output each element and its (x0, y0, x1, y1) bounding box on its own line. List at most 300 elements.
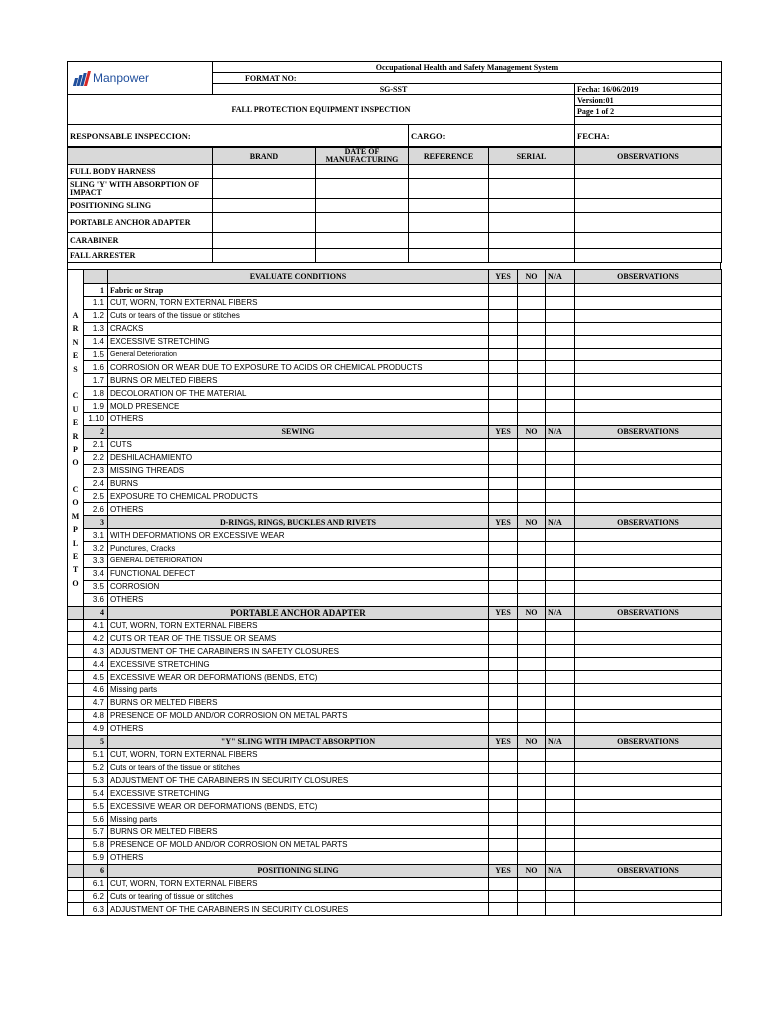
yes-checkbox-cell[interactable] (489, 555, 518, 568)
item-number: 2.5 (84, 490, 108, 503)
serial-cell[interactable] (489, 165, 575, 179)
observations-cell[interactable] (575, 297, 722, 310)
na-checkbox-cell[interactable] (546, 503, 575, 516)
yes-checkbox-cell[interactable] (489, 348, 518, 361)
na-checkbox-cell[interactable] (546, 825, 575, 838)
na-checkbox-cell[interactable] (546, 348, 575, 361)
observations-cell[interactable] (575, 464, 722, 477)
observations-cell[interactable] (575, 413, 722, 426)
date-cell[interactable] (316, 199, 409, 213)
observations-cell[interactable] (575, 787, 722, 800)
observations-cell[interactable] (575, 838, 722, 851)
no-checkbox-cell[interactable] (518, 696, 546, 709)
vertical-label-letter: U (72, 404, 79, 414)
list-item: DECOLORATION OF THE MATERIAL (108, 387, 489, 400)
observations-cell[interactable] (575, 774, 722, 787)
list-item: ADJUSTMENT OF THE CARABINERS IN SAFETY CLOSURES (108, 645, 489, 658)
vertical-label-letter: C (72, 391, 79, 401)
list-item: CUT, WORN, TORN EXTERNAL FIBERS (108, 748, 489, 761)
observations-cell[interactable] (575, 490, 722, 503)
list-item: EXCESSIVE STRETCHING (108, 787, 489, 800)
no-checkbox-cell[interactable] (518, 413, 546, 426)
item-number: 6.3 (84, 903, 108, 916)
observations-cell[interactable] (575, 400, 722, 413)
vertical-label-letter: S (73, 364, 78, 374)
yes-checkbox-cell[interactable] (489, 813, 518, 826)
yes-checkbox-cell[interactable] (489, 374, 518, 387)
no-checkbox-cell[interactable] (518, 477, 546, 490)
no-checkbox-cell[interactable] (518, 490, 546, 503)
vertical-label-letter: P (73, 525, 78, 535)
na-checkbox-cell[interactable] (546, 593, 575, 606)
na-checkbox-cell[interactable] (546, 761, 575, 774)
observations-cell[interactable] (575, 438, 722, 451)
yes-checkbox-cell[interactable] (489, 503, 518, 516)
observations-cell[interactable] (575, 387, 722, 400)
list-item: EXCESSIVE STRETCHING (108, 335, 489, 348)
na-checkbox-cell[interactable] (546, 387, 575, 400)
version-value: Version:01 (575, 95, 722, 106)
yes-checkbox-cell[interactable] (489, 761, 518, 774)
na-checkbox-cell[interactable] (546, 722, 575, 735)
col-observations: OBSERVATIONS (575, 606, 722, 619)
reference-cell[interactable] (409, 165, 489, 179)
form-header (67, 61, 722, 147)
item-number: 3.5 (84, 580, 108, 593)
brand-cell[interactable] (213, 165, 316, 179)
observations-cell[interactable] (575, 233, 722, 249)
no-checkbox-cell[interactable] (518, 387, 546, 400)
na-checkbox-cell[interactable] (546, 645, 575, 658)
item-number: 5.3 (84, 774, 108, 787)
yes-checkbox-cell[interactable] (489, 825, 518, 838)
na-checkbox-cell[interactable] (546, 529, 575, 542)
observations-cell[interactable] (575, 645, 722, 658)
yes-checkbox-cell[interactable] (489, 800, 518, 813)
list-item: OTHERS (108, 851, 489, 864)
section-title: Fabric or Strap (108, 284, 489, 297)
observations-cell[interactable] (575, 555, 722, 568)
no-checkbox-cell[interactable] (518, 722, 546, 735)
na-checkbox-cell[interactable] (546, 335, 575, 348)
item-number: 1.4 (84, 335, 108, 348)
yes-checkbox-cell[interactable] (489, 632, 518, 645)
list-item: ADJUSTMENT OF THE CARABINERS IN SECURITY CLOSURES (108, 774, 489, 787)
na-checkbox-cell[interactable] (546, 632, 575, 645)
no-checkbox-cell[interactable] (518, 761, 546, 774)
list-item: CUT, WORN, TORN EXTERNAL FIBERS (108, 297, 489, 310)
yes-checkbox-cell[interactable] (489, 464, 518, 477)
yes-checkbox-cell[interactable] (489, 297, 518, 310)
fecha-value: Fecha: 16/06/2019 (575, 84, 722, 95)
observations-cell[interactable] (575, 696, 722, 709)
observations-cell[interactable] (575, 761, 722, 774)
yes-checkbox-cell[interactable] (489, 684, 518, 697)
list-item: OTHERS (108, 413, 489, 426)
na-checkbox-cell[interactable] (546, 297, 575, 310)
yes-checkbox-cell[interactable] (489, 529, 518, 542)
item-number: 4.4 (84, 658, 108, 671)
no-checkbox-cell[interactable] (518, 825, 546, 838)
list-item: BURNS (108, 477, 489, 490)
observations-cell[interactable] (575, 903, 722, 916)
observations-cell[interactable] (575, 542, 722, 555)
no-checkbox-cell[interactable] (518, 361, 546, 374)
na-checkbox-cell[interactable] (546, 774, 575, 787)
observations-cell[interactable] (575, 748, 722, 761)
vertical-label-letter: O (72, 458, 79, 468)
observations-cell[interactable] (575, 477, 722, 490)
col-observations: OBSERVATIONS (575, 516, 722, 529)
list-item: CORROSION (108, 580, 489, 593)
yes-checkbox-cell[interactable] (489, 567, 518, 580)
observations-cell[interactable] (575, 567, 722, 580)
vertical-label-letter (70, 471, 81, 484)
item-number: 6.2 (84, 890, 108, 903)
no-checkbox-cell[interactable] (518, 709, 546, 722)
no-checkbox-cell[interactable] (518, 451, 546, 464)
yes-checkbox-cell[interactable] (489, 877, 518, 890)
na-checkbox-cell[interactable] (546, 851, 575, 864)
reference-cell[interactable] (409, 249, 489, 263)
list-item: Missing parts (108, 813, 489, 826)
brand-cell[interactable] (213, 249, 316, 263)
no-checkbox-cell[interactable] (518, 309, 546, 322)
no-checkbox-cell[interactable] (518, 322, 546, 335)
col-no: NO (518, 606, 546, 619)
date-cell[interactable] (316, 179, 409, 199)
na-checkbox-cell[interactable] (546, 619, 575, 632)
na-checkbox-cell[interactable] (546, 800, 575, 813)
list-item: Cuts or tears of the tissue or stitches (108, 309, 489, 322)
serial-cell[interactable] (489, 233, 575, 249)
yes-checkbox-cell[interactable] (489, 619, 518, 632)
item-number: 2.4 (84, 477, 108, 490)
yes-checkbox-cell[interactable] (489, 451, 518, 464)
col-yes: YES (489, 864, 518, 877)
observations-cell[interactable] (575, 335, 722, 348)
list-item: Missing parts (108, 684, 489, 697)
observations-cell[interactable] (575, 374, 722, 387)
col-observations: OBSERVATIONS (575, 148, 722, 165)
na-checkbox-cell[interactable] (546, 580, 575, 593)
section-number: 1 (84, 284, 108, 297)
section-number: 5 (84, 735, 108, 748)
observations-cell[interactable] (575, 309, 722, 322)
no-checkbox-cell[interactable] (518, 438, 546, 451)
item-number: 3.6 (84, 593, 108, 606)
yes-checkbox-cell[interactable] (489, 438, 518, 451)
no-checkbox-cell[interactable] (518, 297, 546, 310)
no-checkbox-cell[interactable] (518, 529, 546, 542)
na-checkbox-cell[interactable] (546, 567, 575, 580)
observations-cell[interactable] (575, 800, 722, 813)
item-number: 1.2 (84, 309, 108, 322)
na-checkbox-cell[interactable] (546, 464, 575, 477)
list-item: MISSING THREADS (108, 464, 489, 477)
no-checkbox-cell[interactable] (518, 619, 546, 632)
section-number: 6 (84, 864, 108, 877)
no-checkbox-cell[interactable] (518, 800, 546, 813)
yes-checkbox-cell[interactable] (489, 387, 518, 400)
observations-cell[interactable] (575, 503, 722, 516)
brand-cell[interactable] (213, 179, 316, 199)
observations-cell[interactable] (575, 684, 722, 697)
col-no: NO (518, 864, 546, 877)
date-cell[interactable] (316, 165, 409, 179)
item-number: 3.4 (84, 567, 108, 580)
observations-cell[interactable] (575, 593, 722, 606)
no-checkbox-cell[interactable] (518, 400, 546, 413)
list-item: DESHILACHAMIENTO (108, 451, 489, 464)
na-checkbox-cell[interactable] (546, 877, 575, 890)
na-checkbox-cell[interactable] (546, 696, 575, 709)
na-checkbox-cell[interactable] (546, 451, 575, 464)
list-item: EXCESSIVE WEAR OR DEFORMATIONS (BENDS, ETC) (108, 671, 489, 684)
item-number: 1.5 (84, 348, 108, 361)
list-item: CUTS (108, 438, 489, 451)
item-number: 4.6 (84, 684, 108, 697)
item-number: 5.2 (84, 761, 108, 774)
no-checkbox-cell[interactable] (518, 335, 546, 348)
observations-cell[interactable] (575, 165, 722, 179)
section-title: PORTABLE ANCHOR ADAPTER (108, 606, 489, 619)
brand-cell[interactable] (213, 199, 316, 213)
item-number: 1.1 (84, 297, 108, 310)
no-checkbox-cell[interactable] (518, 684, 546, 697)
item-number: 4.1 (84, 619, 108, 632)
form-title: FALL PROTECTION EQUIPMENT INSPECTION (68, 95, 575, 125)
list-item: FUNCTIONAL DEFECT (108, 567, 489, 580)
date-cell[interactable] (316, 213, 409, 233)
observations-cell[interactable] (575, 671, 722, 684)
observations-cell[interactable] (575, 813, 722, 826)
list-item: Cuts or tearing of tissue or stitches (108, 890, 489, 903)
na-checkbox-cell[interactable] (546, 555, 575, 568)
reference-cell[interactable] (409, 213, 489, 233)
vertical-label-letter: T (72, 565, 79, 575)
section-title: D-RINGS, RINGS, BUCKLES AND RIVETS (108, 516, 489, 529)
col-reference: REFERENCE (409, 148, 489, 165)
na-checkbox-cell[interactable] (546, 361, 575, 374)
no-checkbox-cell[interactable] (518, 774, 546, 787)
no-checkbox-cell[interactable] (518, 671, 546, 684)
yes-checkbox-cell[interactable] (489, 335, 518, 348)
no-checkbox-cell[interactable] (518, 890, 546, 903)
na-checkbox-cell[interactable] (546, 322, 575, 335)
na-checkbox-cell[interactable] (546, 787, 575, 800)
vertical-label-letter: E (72, 552, 79, 562)
list-item: PRESENCE OF MOLD AND/OR CORROSION ON METAL PARTS (108, 709, 489, 722)
vertical-label-letter: E (72, 418, 79, 428)
vertical-label-letter: N (72, 337, 79, 347)
observations-cell[interactable] (575, 529, 722, 542)
observations-cell[interactable] (575, 213, 722, 233)
item-number: 5.6 (84, 813, 108, 826)
yes-checkbox-cell[interactable] (489, 490, 518, 503)
yes-checkbox-cell[interactable] (489, 400, 518, 413)
list-item: BURNS OR MELTED FIBERS (108, 374, 489, 387)
no-checkbox-cell[interactable] (518, 464, 546, 477)
no-checkbox-cell[interactable] (518, 787, 546, 800)
no-checkbox-cell[interactable] (518, 658, 546, 671)
date-cell[interactable] (316, 249, 409, 263)
no-checkbox-cell[interactable] (518, 542, 546, 555)
yes-checkbox-cell[interactable] (489, 851, 518, 864)
col-serial: SERIAL (489, 148, 575, 165)
section-title: "Y" SLING WITH IMPACT ABSORPTION (108, 735, 489, 748)
yes-checkbox-cell[interactable] (489, 671, 518, 684)
observations-cell[interactable] (575, 249, 722, 263)
no-checkbox-cell[interactable] (518, 555, 546, 568)
item-number: 1.6 (84, 361, 108, 374)
evaluation-table (67, 269, 722, 916)
vertical-label-letter: C (72, 485, 79, 495)
list-item: PRESENCE OF MOLD AND/OR CORROSION ON METAL PARTS (108, 838, 489, 851)
na-checkbox-cell[interactable] (546, 658, 575, 671)
na-checkbox-cell[interactable] (546, 542, 575, 555)
serial-cell[interactable] (489, 199, 575, 213)
yes-checkbox-cell[interactable] (489, 477, 518, 490)
no-checkbox-cell[interactable] (518, 903, 546, 916)
observations-cell[interactable] (575, 451, 722, 464)
yes-checkbox-cell[interactable] (489, 774, 518, 787)
na-checkbox-cell[interactable] (546, 413, 575, 426)
yes-checkbox-cell[interactable] (489, 361, 518, 374)
no-checkbox-cell[interactable] (518, 567, 546, 580)
observations-cell[interactable] (575, 179, 722, 199)
yes-checkbox-cell[interactable] (489, 580, 518, 593)
yes-checkbox-cell[interactable] (489, 413, 518, 426)
na-checkbox-cell[interactable] (546, 813, 575, 826)
na-checkbox-cell[interactable] (546, 309, 575, 322)
yes-checkbox-cell[interactable] (489, 696, 518, 709)
serial-cell[interactable] (489, 179, 575, 199)
equipment-row-label: FULL BODY HARNESS (68, 165, 213, 179)
na-checkbox-cell[interactable] (546, 838, 575, 851)
yes-checkbox-cell[interactable] (489, 322, 518, 335)
na-checkbox-cell[interactable] (546, 671, 575, 684)
reference-cell[interactable] (409, 199, 489, 213)
brand-cell[interactable] (213, 213, 316, 233)
yes-checkbox-cell[interactable] (489, 309, 518, 322)
list-item: EXCESSIVE STRETCHING (108, 658, 489, 671)
na-checkbox-cell[interactable] (546, 400, 575, 413)
no-checkbox-cell[interactable] (518, 503, 546, 516)
no-checkbox-cell[interactable] (518, 813, 546, 826)
na-checkbox-cell[interactable] (546, 477, 575, 490)
na-checkbox-cell[interactable] (546, 709, 575, 722)
observations-cell[interactable] (575, 890, 722, 903)
observations-cell[interactable] (575, 322, 722, 335)
no-checkbox-cell[interactable] (518, 580, 546, 593)
no-checkbox-cell[interactable] (518, 877, 546, 890)
item-number: 3.1 (84, 529, 108, 542)
no-checkbox-cell[interactable] (518, 632, 546, 645)
responsable-label: RESPONSABLE INSPECCION: (68, 125, 409, 147)
observations-cell[interactable] (575, 619, 722, 632)
no-checkbox-cell[interactable] (518, 645, 546, 658)
na-checkbox-cell[interactable] (546, 890, 575, 903)
na-checkbox-cell[interactable] (546, 490, 575, 503)
observations-cell[interactable] (575, 658, 722, 671)
na-checkbox-cell[interactable] (546, 903, 575, 916)
no-checkbox-cell[interactable] (518, 593, 546, 606)
yes-checkbox-cell[interactable] (489, 890, 518, 903)
list-item: General Deterioration (108, 348, 489, 361)
no-checkbox-cell[interactable] (518, 851, 546, 864)
item-number: 5.5 (84, 800, 108, 813)
serial-cell[interactable] (489, 213, 575, 233)
na-checkbox-cell[interactable] (546, 438, 575, 451)
yes-checkbox-cell[interactable] (489, 709, 518, 722)
vertical-label-letter (70, 377, 81, 390)
yes-checkbox-cell[interactable] (489, 748, 518, 761)
no-checkbox-cell[interactable] (518, 374, 546, 387)
serial-cell[interactable] (489, 249, 575, 263)
equipment-row-label: CARABINER (68, 233, 213, 249)
yes-checkbox-cell[interactable] (489, 542, 518, 555)
observations-cell[interactable] (575, 348, 722, 361)
item-number: 1.9 (84, 400, 108, 413)
brand-cell[interactable] (213, 233, 316, 249)
equipment-row-label: POSITIONING SLING (68, 199, 213, 213)
observations-cell[interactable] (575, 709, 722, 722)
yes-checkbox-cell[interactable] (489, 722, 518, 735)
col-na: N/A (546, 425, 575, 438)
observations-cell[interactable] (575, 877, 722, 890)
observations-cell[interactable] (575, 361, 722, 374)
list-item: EXCESSIVE WEAR OR DEFORMATIONS (BENDS, ETC) (108, 800, 489, 813)
na-checkbox-cell[interactable] (546, 684, 575, 697)
item-number: 4.9 (84, 722, 108, 735)
vertical-label-letter: R (72, 324, 79, 334)
no-checkbox-cell[interactable] (518, 348, 546, 361)
col-observations: OBSERVATIONS (575, 425, 722, 438)
observations-cell[interactable] (575, 722, 722, 735)
no-checkbox-cell[interactable] (518, 838, 546, 851)
no-checkbox-cell[interactable] (518, 748, 546, 761)
reference-cell[interactable] (409, 179, 489, 199)
section-title: SEWING (108, 425, 489, 438)
na-checkbox-cell[interactable] (546, 748, 575, 761)
item-number: 1.10 (84, 413, 108, 426)
col-no: NO (518, 516, 546, 529)
col-na: N/A (546, 735, 575, 748)
yes-checkbox-cell[interactable] (489, 593, 518, 606)
col-no: NO (518, 735, 546, 748)
na-checkbox-cell[interactable] (546, 374, 575, 387)
col-no: NO (518, 270, 546, 284)
yes-checkbox-cell[interactable] (489, 787, 518, 800)
yes-checkbox-cell[interactable] (489, 903, 518, 916)
yes-checkbox-cell[interactable] (489, 658, 518, 671)
observations-cell[interactable] (575, 632, 722, 645)
yes-checkbox-cell[interactable] (489, 838, 518, 851)
evaluate-conditions-title: EVALUATE CONDITIONS (108, 270, 489, 284)
list-item: BURNS OR MELTED FIBERS (108, 825, 489, 838)
reference-cell[interactable] (409, 233, 489, 249)
col-observations: OBSERVATIONS (575, 270, 722, 284)
observations-cell[interactable] (575, 825, 722, 838)
vertical-label-letter: P (73, 444, 78, 454)
yes-checkbox-cell[interactable] (489, 645, 518, 658)
date-cell[interactable] (316, 233, 409, 249)
observations-cell[interactable] (575, 580, 722, 593)
item-number: 3.2 (84, 542, 108, 555)
observations-cell[interactable] (575, 851, 722, 864)
observations-cell[interactable] (575, 199, 722, 213)
